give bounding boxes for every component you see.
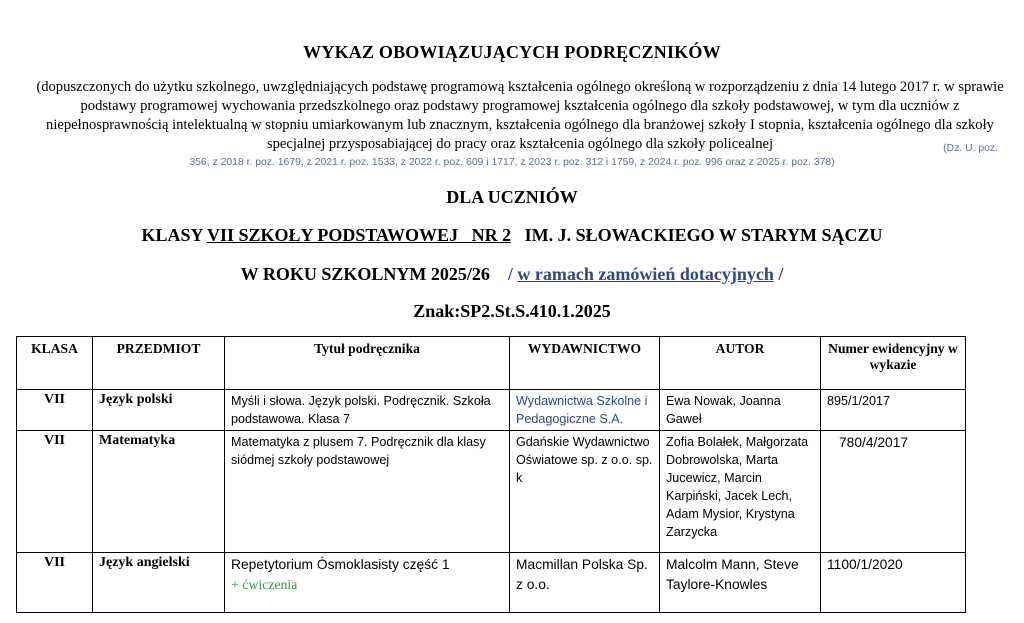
header-wydawnictwo: WYDAWNICTWO (510, 337, 660, 390)
cell-tytul-extra: + ćwiczenia (231, 577, 298, 592)
heading-klasy-prefix: KLASY (141, 225, 208, 245)
cell-wydawnictwo: Macmillan Polska Sp. z o.o. (510, 553, 660, 613)
heading-rok-szkolny (0, 264, 1024, 285)
dz-u-reference-rest: 356, z 2018 r. poz. 1679, z 2021 r. poz. 1533, z 2022 r. poz. 609 i 1717, z 2023 r. poz. 312 i 1759, z 2024 r. poz. 996 oraz z 2025 r. poz. 378) (189, 157, 835, 168)
zamowienia-dotacyjne-link[interactable]: w ramach zamówień dotacyjnych (517, 264, 774, 284)
intro-paragraph (28, 78, 1012, 154)
heading-rok-text: W ROKU SZKOLNYM 2025/26 (240, 264, 490, 284)
header-tytul: Tytuł podręcznika (225, 337, 510, 390)
cell-tytul (225, 553, 510, 613)
heading-dla-uczniow: DLA UCZNIÓW (446, 187, 578, 207)
heading-klasy (0, 225, 1024, 246)
header-klasa: KLASA (17, 337, 93, 390)
cell-numer-value: 780/4/2017 (839, 435, 909, 450)
heading-klasy-suffix: IM. J. SŁOWACKIEGO W STARYM SĄCZU (511, 225, 883, 245)
cell-tytul-main: Repetytorium Ósmoklasisty część 1 (231, 557, 450, 572)
heading-rok-slash-open: / (507, 264, 518, 284)
intro-text: (dopuszczonych do użytku szkolnego, uwzględniających podstawę programową kształcenia ogólnego określoną w rozporządzeniu z dnia 14 lutego 2017 r. w sprawie podstawy programowej wychowania przedszkolnego oraz podstawy programowej kształcenia ogólnego dla szkoły podstawowej, w tym dla uczniów z niepełnosprawnością intelektualną w stopniu umiarkowanym lub znacznym, kształcenia ogólnego dla branżowej szkoły I stopnia, kształcenia ogólnego dla szkoły specjalnej przysposabiającej do pracy oraz kształcenia ogólnego dla szkoły policealnej (36, 79, 1004, 152)
cell-tytul: Myśli i słowa. Język polski. Podręcznik. Szkoła podstawowa. Klasa 7 (225, 390, 510, 431)
cell-wydawnictwo: Wydawnictwa Szkolne i Pedagogiczne S.A. (510, 390, 660, 431)
cell-numer: 1100/1/2020 (821, 553, 966, 613)
header-autor: AUTOR (660, 337, 821, 390)
cell-klasa: VII (17, 431, 93, 553)
dz-u-reference-start: (Dz. U. poz. (943, 143, 998, 154)
heading-klasy-underlined: VII SZKOŁY PODSTAWOWEJ NR 2 (207, 225, 512, 245)
heading-rok-slash-close: / (773, 264, 784, 284)
header-numer: Numer ewidencyjny w wykazie (821, 337, 966, 390)
cell-wydawnictwo: Gdańskie Wydawnictwo Oświatowe sp. z o.o. sp. k (510, 431, 660, 553)
cell-przedmiot: Matematyka (93, 431, 225, 553)
cell-autor: Malcolm Mann, Steve Taylore-Knowles (660, 553, 821, 613)
cell-klasa: VII (17, 390, 93, 431)
document-znak: Znak:SP2.St.S.410.1.2025 (413, 301, 611, 321)
table-row (17, 390, 966, 431)
cell-numer (821, 431, 966, 553)
header-przedmiot: PRZEDMIOT (93, 337, 225, 390)
table-row (17, 553, 966, 613)
cell-numer: 895/1/2017 (821, 390, 966, 431)
cell-autor: Ewa Nowak, Joanna Gaweł (660, 390, 821, 431)
cell-tytul: Matematyka z plusem 7. Podręcznik dla klasy siódmej szkoły podstawowej (225, 431, 510, 553)
document-title: WYKAZ OBOWIĄZUJĄCYCH PODRĘCZNIKÓW (303, 42, 721, 62)
cell-przedmiot: Język polski (93, 390, 225, 431)
table-header-row (17, 337, 966, 390)
table-row (17, 431, 966, 553)
cell-autor: Zofia Bolałek, Małgorzata Dobrowolska, Marta Jucewicz, Marcin Karpiński, Jacek Lech, Adam Mysior, Krystyna Zarzycka (660, 431, 821, 553)
textbook-table (16, 336, 966, 613)
cell-klasa: VII (17, 553, 93, 613)
cell-przedmiot: Język angielski (93, 553, 225, 613)
